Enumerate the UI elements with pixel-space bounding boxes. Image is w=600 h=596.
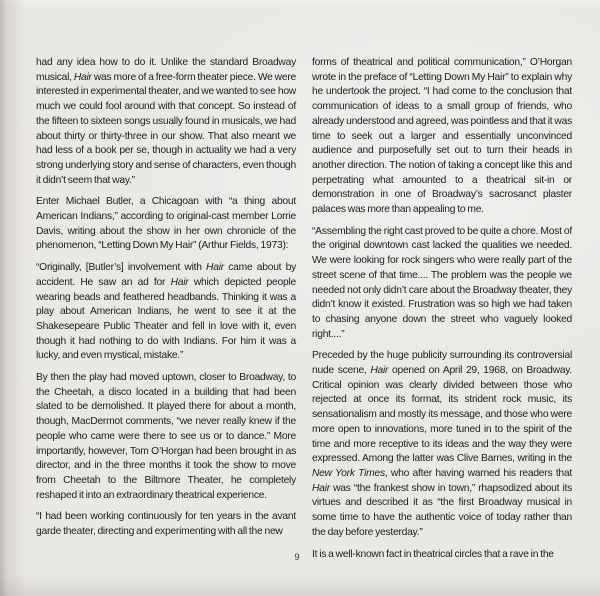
text-segment: It is a well-known fact in theatrical circles that a rave in the — [312, 548, 554, 560]
text-segment: Preceded by the huge publicity surrounding its controversial nude scene, — [312, 350, 572, 377]
page-body — [36, 56, 572, 560]
text-segment: forms of theatrical and political communication,” O’Horgan wrote in the preface of “Letting Down My Hair” to explain why he undertook the project. “I had come to the conclusion that communication of ideas to a small group of friends, who already understood and agreed, was pointless and that it was time to seek out a larger and essentially unconvinced audience and purposefully set out to turn their heads in another direction. The notion of taking a concept like this and perpetrating what amounted to a theatrical sit-in or demonstration in one of Broadway’s sacrosanct plaster palaces was more than appealing to me. — [312, 57, 572, 216]
paragraph — [36, 510, 296, 539]
paragraph — [36, 371, 296, 503]
page-number: 9 — [294, 552, 300, 563]
text-segment: was more of a free-form theater piece. We were interested in experimental theater, and we wanted to see how much we could fool around with that concept. So instead of the fifteen to sixteen songs usually found in musicals, we had about thirty or thirty-three in our show. That also meant we had less of a book per se, though in actuality we had a very strong underlying story and sense of characters, even though it didn’t seem that way.” — [36, 71, 296, 186]
italic-title-text: Hair — [312, 482, 330, 494]
paragraph — [36, 195, 296, 254]
left-column — [36, 56, 296, 542]
paragraph — [312, 56, 572, 218]
text-segment: which depicted people wearing beads and feathered headbands. Thinking it was a play about American Indians, he went to see it at the Shakesepeare Public Theater and fell in love with it, even though it had nothing to do with Indians. For him it was a lucky, and even mystical, mistake.” — [36, 276, 296, 362]
text-segment: “I had been working continuously for ten years in the avant garde theater, directing and experimenting with all the new — [36, 511, 296, 538]
right-column — [312, 56, 572, 560]
italic-title-text: Hair — [206, 262, 224, 274]
text-segment: came about by accident. He saw an ad for — [36, 262, 296, 288]
paragraph — [36, 56, 296, 188]
text-segment: opened on April 29, 1968, on Broadway. Critical opinion was clearly divided between those who rejected at once its format, its strident rock music, its sensationalism and mostly its message, and those who were more open to innovations, more tuned in to the spirit of the time and more receptive to its ideas and the way they were expressed. Among the latter was Clive Barnes, writing in the — [312, 365, 572, 465]
text-segment: was “the frankest show in town,” rhapsodized about its virtues and described it as “the first Broadway musical in some time to have the authentic voice of today rather than the day before yesterday.” — [312, 482, 572, 538]
text-segment: “Assembling the right cast proved to be quite a chore. Most of the original downtown cast lacked the qualities we needed. We were looking for rock singers who were really part of the street scene of that time.... The problem was the people we needed not only didn’t care about the Broadway theater, they didn’t know it existed. Frustration was so high we had taken to chasing anyone down the street who vaguely looked right....” — [312, 225, 572, 340]
paragraph — [312, 349, 572, 540]
paragraph — [36, 261, 296, 364]
text-segment: By then the play had moved uptown, closer to Broadway, to the Cheetah, a disco located in a building that had been slated to be demolished. It played there for about a month, though, MacDermot comments, “we never really knew if the people who came were there to see us or to dance.” More importantly, however, Tom O’Horgan had been brought in as director, and in the three months it took the show to move from Cheetah to the Biltmore Theater, he completely reshaped it into an extraordinary theatrical experience. — [36, 372, 296, 501]
italic-title-text: New York Times — [312, 467, 385, 479]
text-segment: Enter Michael Butler, a Chicagoan with “a thing about American Indians,” according to original-cast member Lorrie Davis, writing about the show in her own chronicle of the phenomenon, “Letting Down My Hair” (Arthur Fields, 1973): — [36, 196, 296, 252]
italic-title-text: Hair — [170, 276, 189, 288]
text-segment: “Originally, [Butler’s] involvement with — [36, 262, 207, 274]
italic-title-text: Hair — [73, 71, 92, 83]
text-segment: , who after having warned his readers that — [384, 467, 572, 479]
paragraph — [312, 225, 572, 343]
italic-title-text: Hair — [370, 365, 389, 377]
text-segment: had any idea how to do it. Unlike the standard Broadway musical, — [36, 57, 296, 83]
